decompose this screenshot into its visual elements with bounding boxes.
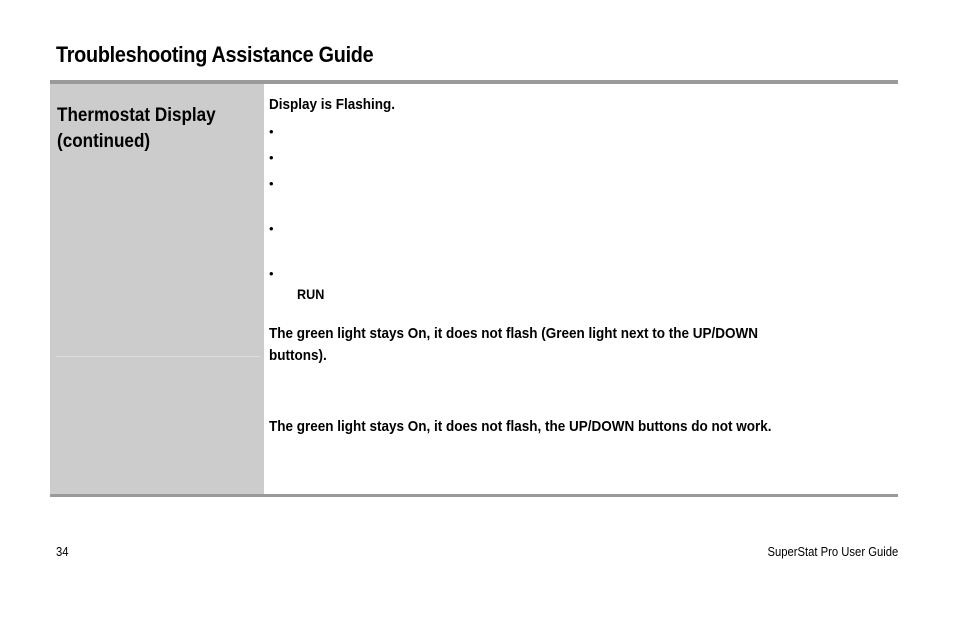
section-heading — [57, 103, 291, 155]
section-heading-line2: (continued) — [57, 131, 151, 152]
bullet-4: • — [269, 221, 274, 236]
bullet-3: • — [269, 176, 274, 191]
guide-name: SuperStat Pro User Guide — [767, 545, 898, 559]
green-light-heading-line1: The green light stays On, it does not flash (Green light next to the UP/DOWN — [269, 325, 759, 342]
sidebar-divider — [56, 356, 260, 357]
bullet-5: • — [269, 266, 274, 281]
bottom-rule — [50, 494, 898, 497]
page-title: Troubleshooting Assistance Guide — [56, 42, 374, 67]
green-light-heading-line2: buttons). — [269, 347, 327, 364]
display-flashing-heading: Display is Flashing. — [269, 96, 396, 113]
bullet-1: • — [269, 124, 274, 139]
run-label: RUN — [297, 286, 325, 302]
bullet-2: • — [269, 150, 274, 165]
section-heading-line1: Thermostat Display — [57, 105, 216, 126]
green-light-buttons-heading: The green light stays On, it does not flash, the UP/DOWN buttons do not work. — [269, 418, 772, 435]
page-number: 34 — [56, 545, 69, 559]
